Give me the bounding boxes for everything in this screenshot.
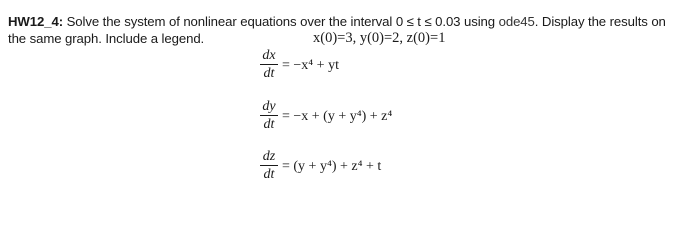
equation-rhs: = (y + y⁴) + z⁴ + t <box>282 159 382 174</box>
fraction-numerator: dy <box>260 99 278 116</box>
using-text: using <box>464 14 496 29</box>
problem-text-intro: Solve the system of nonlinear equations over the interval <box>66 14 393 29</box>
fraction-denominator: dt <box>263 66 275 81</box>
equation-rhs: = −x⁴ + yt <box>282 58 339 73</box>
fraction-numerator: dx <box>260 48 278 65</box>
problem-text-rest: . Display the results on the same graph. Include a legend. <box>8 14 666 46</box>
fraction-denominator: dt <box>263 117 275 132</box>
fraction-numerator: dz <box>260 149 278 166</box>
interval-text: 0 ≤ t ≤ 0.03 <box>395 14 461 29</box>
derivative-fraction <box>260 149 278 182</box>
solver-name: ode45 <box>498 14 535 29</box>
initial-conditions: x(0)=3, y(0)=2, z(0)=1 <box>313 30 446 46</box>
fraction-denominator: dt <box>263 167 275 182</box>
derivative-fraction <box>260 48 278 81</box>
derivative-fraction <box>260 99 278 132</box>
equation-rhs: = −x + (y + y⁴) + z⁴ <box>282 109 393 124</box>
problem-label: HW12_4: <box>8 14 63 29</box>
